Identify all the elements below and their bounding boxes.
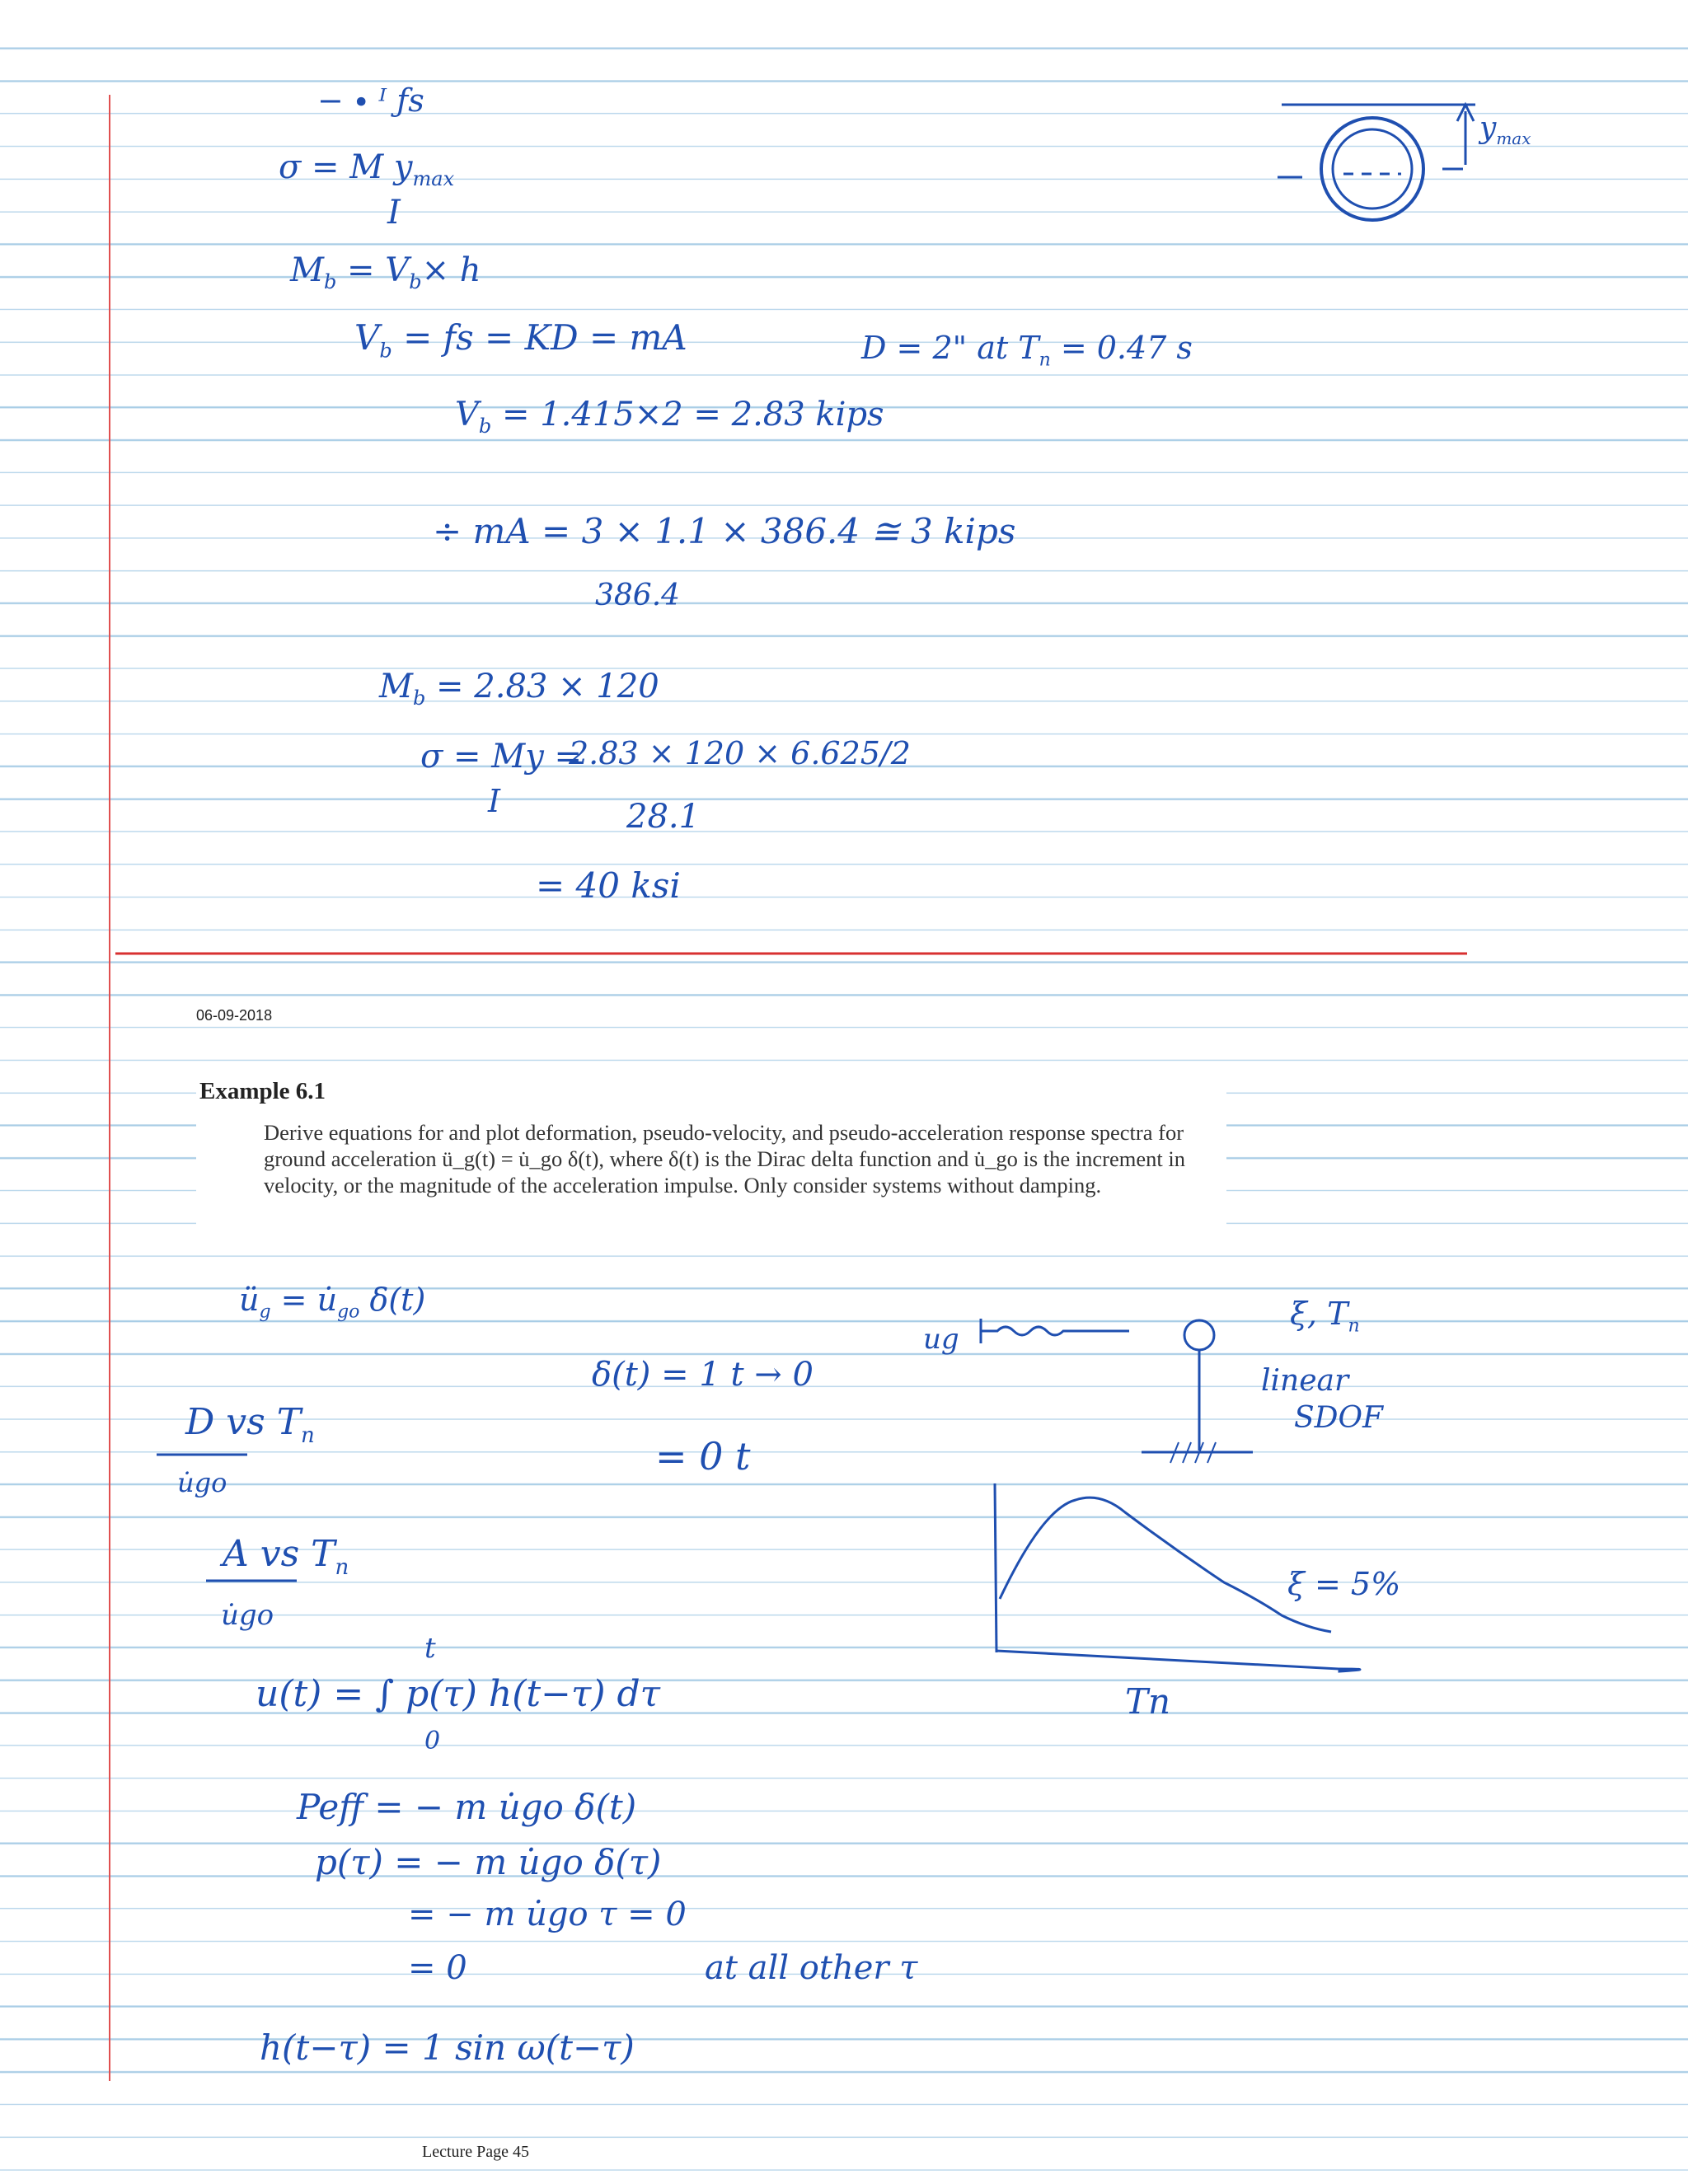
stress-formula-sub: max [412, 167, 455, 190]
stress-formula [279, 148, 454, 190]
spectrum-y-axis [995, 1483, 996, 1652]
tn-axis-label: Tn [1125, 1681, 1171, 1722]
vb-value-lhs: V [455, 396, 479, 434]
vb-eq-sub: b [379, 339, 392, 363]
ptau-eq-2: = − m u̇go τ = 0 [408, 1896, 687, 1933]
example-title: Example 6.1 [199, 1078, 326, 1104]
moment-eq-lhs: M [290, 251, 324, 289]
vb-eq-lhs: V [354, 317, 380, 358]
pipe-ymax-text: y [1479, 111, 1497, 145]
ma-den: 386.4 [595, 579, 681, 612]
ptau-eq: p(τ) = − m u̇go δ(τ) [315, 1842, 662, 1882]
top-fragment: − ∙ ᴵ ƒs [317, 82, 424, 119]
delta-def-2: = 0 t [655, 1434, 751, 1479]
pipe-inner-circle [1333, 129, 1412, 209]
d-vs-tn-text: D vs T [185, 1401, 302, 1443]
sdof-label-1-text: ξ, T [1290, 1296, 1348, 1332]
vb-value-sub: b [478, 415, 492, 438]
section-divider [115, 952, 1467, 955]
delta-def-1: δ(t) = 1 t → 0 [592, 1356, 814, 1394]
mb-line-lhs: M [379, 668, 413, 705]
sigma-result: = 40 ksi [536, 865, 681, 906]
int-upper: t [424, 1632, 436, 1665]
a-denominator: u̇go [221, 1599, 274, 1632]
vb-eq [354, 317, 687, 362]
peff-eq: Peff = − m u̇go δ(t) [297, 1787, 637, 1827]
d-vs-tn-sub: n [301, 1422, 315, 1448]
ground-acc-lhs: ü [239, 1282, 260, 1318]
ground-acc-tail: δ(t) [359, 1282, 426, 1318]
sdof-sketch [973, 1310, 1269, 1475]
deform-note-sub: n [1039, 349, 1051, 371]
pipe-ymax-label [1479, 111, 1531, 148]
vb-value [455, 396, 884, 438]
example-box [196, 1071, 1226, 1240]
sigma-den: I [488, 783, 501, 819]
a-vs-tn [223, 1533, 349, 1580]
deform-note-text: D = 2" at T [861, 330, 1039, 366]
sdof-label-1 [1290, 1296, 1360, 1337]
damping-label: ξ = 5% [1287, 1566, 1401, 1602]
ptau-eq-3: = 0 [408, 1949, 467, 1987]
mb-line [379, 668, 659, 710]
stress-formula-text: σ = M y [279, 148, 413, 186]
d-denominator: u̇go [177, 1467, 227, 1498]
spectrum-curve [1000, 1497, 1331, 1632]
d-vs-tn [185, 1401, 315, 1448]
a-vs-tn-text: A vs T [223, 1533, 335, 1575]
vb-value-rest: = 1.415×2 = 2.83 kips [491, 396, 884, 434]
ground-motion-wave [981, 1319, 1129, 1343]
sdof-label-3: SDOF [1294, 1401, 1384, 1435]
sigma-num: 2.83 × 120 × 6.625/2 [569, 735, 911, 771]
moment-eq [290, 251, 481, 293]
deform-note-tail: = 0.47 s [1050, 330, 1193, 366]
mb-line-sub: b [412, 687, 426, 710]
a-fraction-bar [206, 1578, 297, 1583]
moment-eq-tail: × h [421, 251, 481, 289]
pipe-ymax-sub: max [1496, 129, 1531, 149]
stress-formula-den: I [387, 194, 401, 232]
sdof-label-1-sub: n [1348, 1315, 1360, 1337]
example-text: Derive equations for and plot deformation, pseudo-velocity, and pseudo-acceleration response spectra for ground acceleration ü_g(t) = u̇_go δ(t), where δ(t) is the Dirac delta function and u̇_go is the increment in velocity, or the magnitude of the acceleration impulse. Only consider systems without damping. [264, 1120, 1185, 1197]
pipe-outer-circle [1321, 118, 1423, 220]
ma-line: ÷ mA = 3 × 1.1 × 386.4 ≅ 3 kips [433, 511, 1016, 551]
ground-acc-rest-sub: go [337, 1301, 360, 1323]
spectrum-x-axis [996, 1651, 1360, 1671]
ground-acc-eq [239, 1282, 425, 1323]
page-footer: Lecture Page 45 [422, 2143, 529, 2161]
sigma-den2: 28.1 [626, 798, 701, 836]
moment-eq-rhs: = V [336, 251, 410, 289]
impulse-response-eq: h(t−τ) = 1 sin ω(t−τ) [260, 2027, 635, 2068]
moment-eq-sub: b [323, 270, 337, 293]
margin-line [109, 95, 110, 2081]
vb-eq-rest: = fs = KD = mA [392, 317, 687, 358]
deform-note [861, 330, 1193, 371]
date-stamp: 06-09-2018 [196, 1007, 273, 1024]
ug-label: ug [923, 1323, 959, 1356]
mb-line-rest: = 2.83 × 120 [425, 668, 659, 705]
duhamel-eq: u(t) = ∫ p(τ) h(t−τ) dτ [256, 1673, 660, 1715]
ground-acc-rest: = u̇ [270, 1282, 338, 1318]
int-lower: 0 [424, 1727, 441, 1755]
ptau-eq-3-note: at all other τ [705, 1949, 918, 1987]
moment-eq-rhs-sub: b [409, 270, 422, 293]
d-fraction-bar [157, 1452, 247, 1457]
a-vs-tn-sub: n [335, 1554, 349, 1580]
ground-acc-sub: g [259, 1301, 271, 1323]
sigma-line: σ = My = [420, 738, 583, 776]
sdof-label-2: linear [1261, 1364, 1349, 1398]
sdof-mass [1184, 1320, 1214, 1350]
